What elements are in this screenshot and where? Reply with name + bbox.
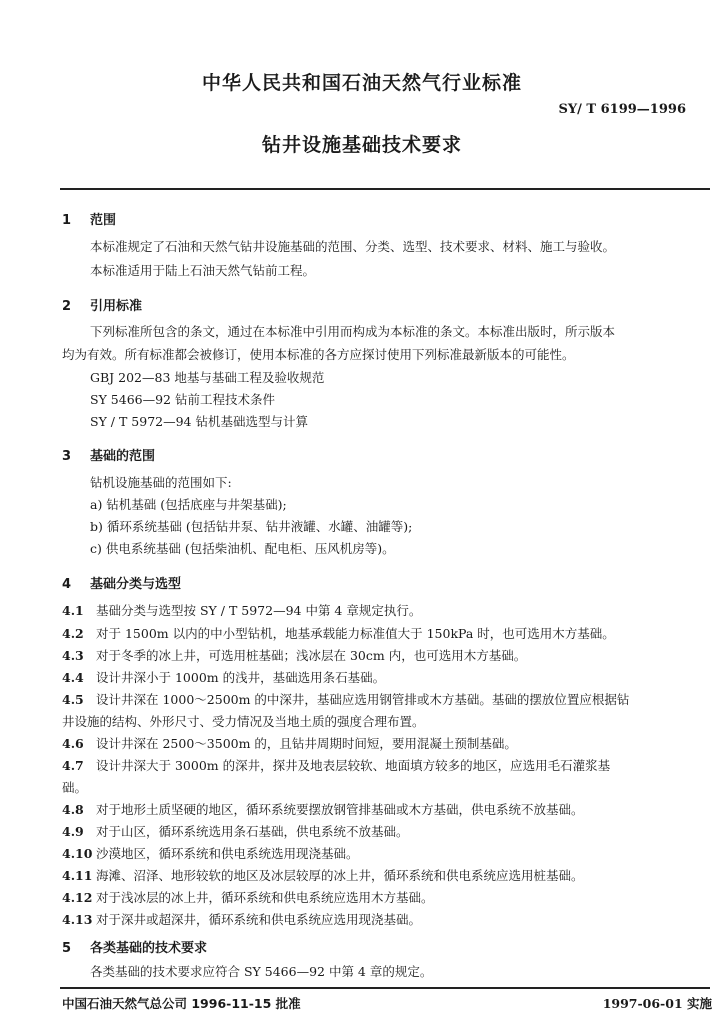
section-title: 范围: [90, 213, 117, 228]
clause-text: 对于浅冰层的冰上井，循环系统和供电系统应选用木方基础。: [96, 890, 434, 905]
section-3-item-a: a) 钻机基础 (包括底座与井架基础);: [90, 497, 287, 512]
clause-text: 础。: [62, 780, 88, 795]
clause-text: 基础分类与选型按 SY / T 5972—94 中第 4 章规定执行。: [96, 603, 422, 618]
reference-sy-5466: SY 5466—92 钻前工程技术条件: [90, 392, 275, 407]
section-1-line-1: 本标准规定了石油和天然气钻井设施基础的范围、分类、选型、技术要求、材料、施工与验收。: [90, 239, 616, 254]
section-3-item-c: c) 供电系统基础 (包括柴油机、配电柜、压风机房等)。: [90, 541, 395, 556]
clause-4-4: [62, 668, 385, 686]
clause-number: 4.8: [62, 802, 84, 817]
section-5-heading: [62, 937, 207, 956]
section-number: 5: [62, 941, 72, 956]
footer-divider: [60, 987, 710, 989]
section-number: 2: [62, 299, 72, 314]
clause-number: 4.10: [62, 846, 93, 861]
document-title: 钻井设施基础技术要求: [261, 134, 462, 156]
clause-number: 4.4: [62, 670, 84, 685]
clause-number: 4.6: [62, 736, 84, 751]
section-2-line-2: 均为有效。所有标准都会被修订，使用本标准的各方应探讨使用下列标准最新版本的可能性。: [62, 347, 575, 362]
clause-text: 沙漠地区，循环系统和供电系统选用现浇基础。: [96, 846, 359, 861]
section-number: 1: [62, 213, 72, 228]
clause-text: 井设施的结构、外形尺寸、受力情况及当地土质的强度合理布置。: [62, 714, 425, 729]
standard-title: 中华人民共和国石油天然气行业标准: [201, 72, 522, 94]
section-2-heading: [62, 295, 142, 314]
implementation-date: 1997-06-01 实施: [602, 996, 712, 1011]
clause-text: 海滩、沼泽、地形较软的地区及冰层较厚的冰上井，循环系统和供电系统应选用桩基础。: [96, 868, 584, 883]
clause-4-2: [62, 624, 615, 642]
clause-text: 设计井深在 2500～3500m 的，且钻井周期时间短，要用混凝土预制基础。: [96, 736, 517, 751]
reference-gbj-202: GBJ 202—83 地基与基础工程及验收规范: [90, 370, 325, 385]
clause-4-13: [62, 910, 421, 928]
clause-4-12: [62, 888, 434, 906]
clause-number: 4.9: [62, 824, 84, 839]
clause-number: 4.7: [62, 758, 84, 773]
clause-text: 设计井深小于 1000m 的浅井，基础选用条石基础。: [96, 670, 386, 685]
clause-text: 对于 1500m 以内的中小型钻机，地基承载能力标准值大于 150kPa 时，也可选用木方基础。: [96, 626, 615, 641]
section-number: 3: [62, 449, 72, 464]
section-number: 4: [62, 577, 72, 592]
clause-4-7: [62, 756, 610, 774]
section-3-item-b: b) 循环系统基础 (包括钻井泵、钻井液罐、水罐、油罐等);: [90, 519, 413, 534]
clause-text: 对于山区，循环系统选用条石基础，供电系统不放基础。: [96, 824, 409, 839]
clause-4-1: [62, 601, 421, 619]
section-title: 基础分类与选型: [90, 577, 182, 592]
clause-4-3: [62, 646, 526, 664]
section-3-heading: [62, 445, 155, 464]
clause-4-5-continued: [62, 712, 425, 730]
clause-4-9: [62, 822, 409, 840]
clause-number: 4.2: [62, 626, 84, 641]
clause-number: 4.12: [62, 890, 93, 905]
clause-text: 对于深井或超深井，循环系统和供电系统应选用现浇基础。: [96, 912, 422, 927]
section-1-line-2: 本标准适用于陆上石油天然气钻前工程。: [90, 263, 316, 278]
clause-number: 4.3: [62, 648, 84, 663]
section-1-heading: [62, 209, 116, 228]
clause-number: 4.13: [62, 912, 93, 927]
standard-code: SY/ T 6199—1996: [558, 102, 686, 117]
section-3-line-1: 钻机设施基础的范围如下:: [90, 475, 232, 490]
reference-sy-t-5972: SY / T 5972—94 钻机基础选型与计算: [90, 414, 308, 429]
clause-4-10: [62, 844, 359, 862]
section-title: 各类基础的技术要求: [90, 941, 208, 956]
clause-number: 4.11: [62, 868, 93, 883]
section-title: 引用标准: [90, 299, 143, 314]
header-divider: [60, 188, 710, 190]
section-2-line-1: 下列标准所包含的条文，通过在本标准中引用而构成为本标准的条文。本标准出版时，所示版本: [90, 324, 616, 339]
approval-line: 中国石油天然气总公司 1996-11-15 批准: [62, 996, 301, 1011]
section-4-heading: [62, 573, 181, 592]
clause-4-8: [62, 800, 584, 818]
clause-4-5: [62, 690, 629, 708]
section-5-line-1: 各类基础的技术要求应符合 SY 5466—92 中第 4 章的规定。: [90, 964, 433, 979]
clause-text: 设计井深大于 3000m 的深井，探井及地表层较软、地面填方较多的地区，应选用毛石灌浆基: [96, 758, 611, 773]
clause-number: 4.5: [62, 692, 84, 707]
clause-4-6: [62, 734, 517, 752]
clause-text: 对于冬季的冰上井，可选用桩基础；浅冰层在 30cm 内，也可选用木方基础。: [96, 648, 527, 663]
clause-text: 设计井深在 1000～2500m 的中深井，基础应选用钢管排或木方基础。基础的摆放位置应根据钻: [96, 692, 630, 707]
clause-text: 对于地形土质坚硬的地区，循环系统要摆放钢管排基础或木方基础，供电系统不放基础。: [96, 802, 584, 817]
clause-4-7-continued: [62, 778, 87, 796]
clause-number: 4.1: [62, 603, 84, 618]
clause-4-11: [62, 866, 584, 884]
section-title: 基础的范围: [90, 449, 156, 464]
